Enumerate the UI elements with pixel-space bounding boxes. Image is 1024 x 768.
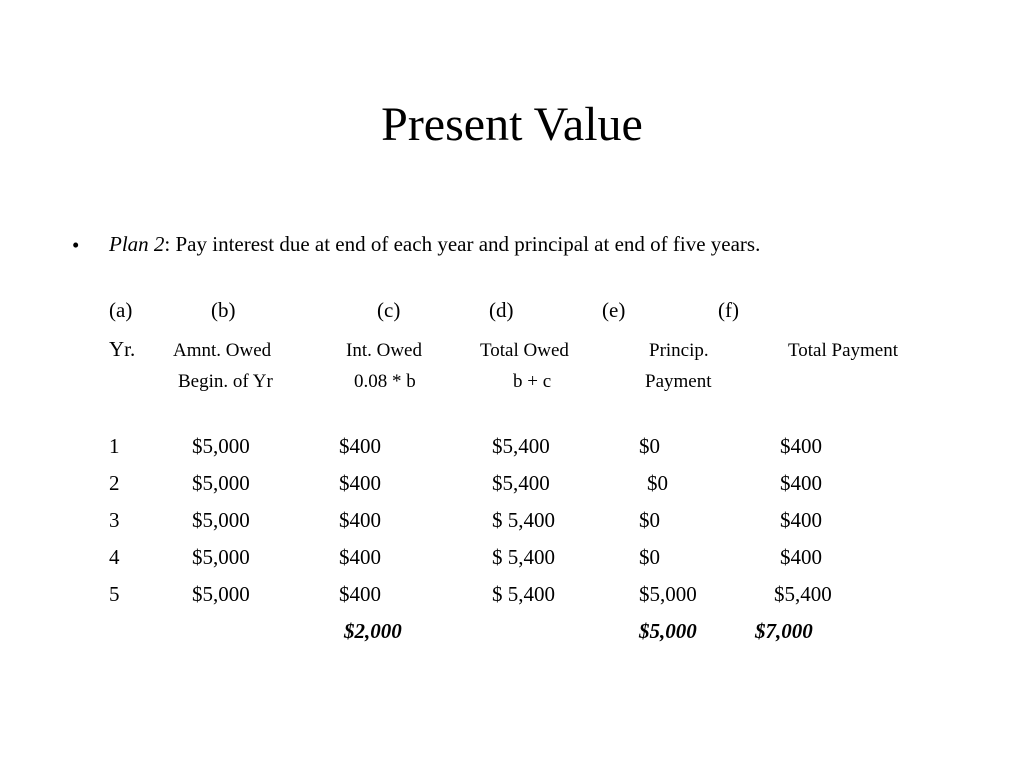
bullet-icon: • (72, 233, 80, 257)
header-formula-c: 0.08 * b (354, 371, 416, 392)
header-princip: Princip. (649, 340, 709, 361)
row-principal: $0 (639, 434, 660, 458)
row-year: 5 (109, 582, 120, 606)
row-total-payment: $400 (780, 545, 822, 569)
row-int-owed: $400 (339, 508, 381, 532)
header-total-payment: Total Payment (788, 340, 899, 361)
letter-d: (d) (489, 298, 514, 322)
row-amnt-owed: $5,000 (192, 471, 250, 495)
row-principal: $0 (639, 545, 660, 569)
letter-e: (e) (602, 298, 626, 322)
header-total-owed: Total Owed (480, 340, 569, 361)
total-principal: $5,000 (639, 619, 697, 643)
row-int-owed: $400 (339, 545, 381, 569)
letter-f: (f) (718, 298, 739, 322)
row-year: 2 (109, 471, 120, 495)
header-formula-d: b + c (513, 371, 552, 392)
plan-label: Plan 2 (109, 232, 165, 256)
row-amnt-owed: $5,000 (192, 582, 250, 606)
row-principal: $0 (647, 471, 668, 495)
row-year: 1 (109, 434, 120, 458)
letter-c: (c) (377, 298, 401, 322)
row-int-owed: $400 (339, 582, 381, 606)
row-total-owed: $5,400 (492, 471, 550, 495)
header-amnt-owed: Amnt. Owed (173, 340, 272, 361)
total-payment: $7,000 (755, 619, 813, 643)
row-int-owed: $400 (339, 434, 381, 458)
row-total-payment: $400 (780, 471, 822, 495)
header-begin-of-yr: Begin. of Yr (178, 371, 273, 392)
row-amnt-owed: $5,000 (192, 434, 250, 458)
letter-a: (a) (109, 298, 133, 322)
row-year: 3 (109, 508, 120, 532)
total-interest: $2,000 (344, 619, 402, 643)
row-total-owed: $ 5,400 (492, 545, 555, 569)
row-total-payment: $5,400 (774, 582, 832, 606)
row-amnt-owed: $5,000 (192, 545, 250, 569)
row-total-owed: $ 5,400 (492, 508, 555, 532)
row-principal: $0 (639, 508, 660, 532)
row-year: 4 (109, 545, 120, 569)
row-int-owed: $400 (339, 471, 381, 495)
row-total-owed: $ 5,400 (492, 582, 555, 606)
bullet-text (109, 234, 760, 255)
header-yr: Yr. (109, 337, 136, 361)
row-total-payment: $400 (780, 508, 822, 532)
header-payment: Payment (645, 371, 712, 392)
row-amnt-owed: $5,000 (192, 508, 250, 532)
row-total-payment: $400 (780, 434, 822, 458)
header-int-owed: Int. Owed (346, 340, 422, 361)
row-principal: $5,000 (639, 582, 697, 606)
slide-title: Present Value (381, 98, 643, 151)
plan-description: : Pay interest due at end of each year and principal at end of five years. (164, 232, 761, 256)
row-total-owed: $5,400 (492, 434, 550, 458)
letter-b: (b) (211, 298, 236, 322)
